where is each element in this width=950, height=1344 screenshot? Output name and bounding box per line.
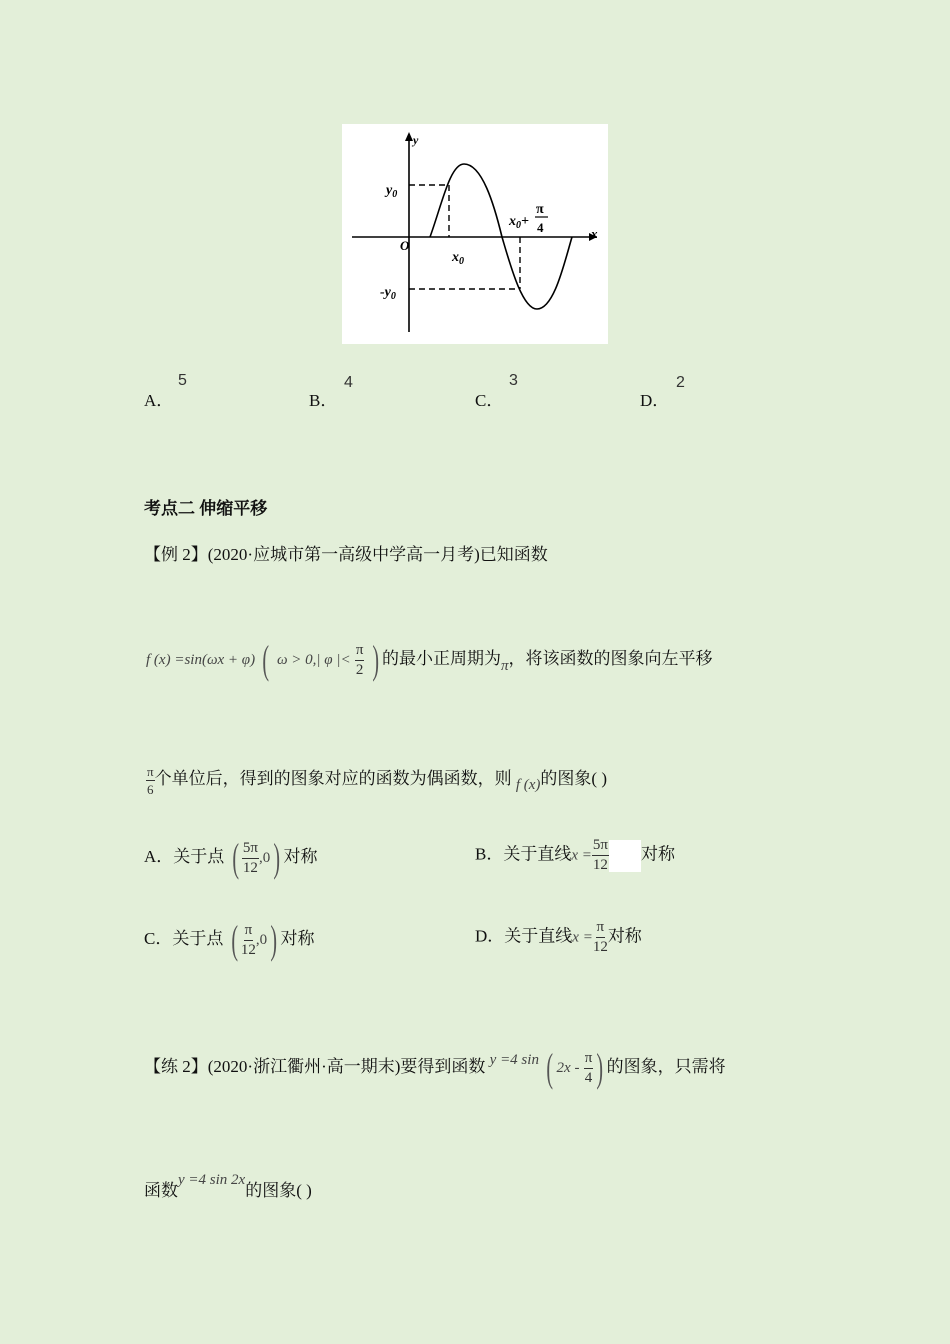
option-c[interactable] bbox=[475, 386, 503, 411]
p2-paren-right: ) bbox=[596, 1045, 604, 1090]
label-neg-y0: $-y_0$ bbox=[380, 285, 396, 302]
option-c-letter: C． bbox=[475, 391, 504, 410]
option-b-letter: B． bbox=[309, 391, 338, 410]
frac-pi-6: $\frac{\pi}{6}$ bbox=[147, 763, 154, 797]
option-a-value: 5 bbox=[178, 372, 187, 389]
option-b-value: 4 bbox=[344, 374, 353, 391]
example2-header bbox=[144, 540, 548, 565]
opt-c-tail: ,0 bbox=[255, 931, 268, 948]
formula-f: f (x) =sin(ωx + φ) bbox=[146, 651, 256, 668]
y-axis-arrow bbox=[405, 132, 413, 141]
label-origin: O bbox=[400, 238, 410, 253]
paren-left: ( bbox=[262, 637, 270, 682]
opt-a-paren-right: ) bbox=[273, 835, 281, 880]
practice2-line1 bbox=[144, 1045, 726, 1090]
formula-cond: ω > 0,| φ |< bbox=[276, 651, 351, 668]
label-y0: $y_0$ bbox=[386, 183, 398, 200]
practice2-formula: y =4 sin bbox=[489, 1051, 539, 1068]
label-x: x bbox=[591, 226, 598, 241]
example2-source: (2020·应城市第一高级中学高一月考)已知函数 bbox=[207, 545, 548, 564]
option-d[interactable] bbox=[640, 386, 669, 411]
option-d-value: 2 bbox=[676, 374, 685, 391]
text-period: 的最小正周期为 bbox=[381, 648, 501, 668]
text-shift: ，将该函数的图象向左平移 bbox=[508, 648, 713, 668]
frac-pi-2: $\frac{\pi}{2}$ bbox=[355, 641, 364, 678]
paren-right: ) bbox=[371, 637, 379, 682]
example2-option-c[interactable] bbox=[144, 917, 315, 962]
opt-b-prefix: B．关于直线 bbox=[475, 844, 572, 864]
opt-d-prefix: D．关于直线 bbox=[475, 926, 573, 946]
opt-c-paren-right: ) bbox=[270, 917, 278, 962]
opt-d-eq: x = bbox=[572, 929, 593, 946]
label-y: y bbox=[413, 133, 419, 147]
opt-d-suffix: 对称 bbox=[607, 926, 642, 946]
practice2-frac: $\frac{\pi}{4}$ bbox=[584, 1049, 593, 1086]
practice2-line2 bbox=[144, 1172, 312, 1201]
opt-c-prefix: C．关于点 bbox=[144, 928, 224, 948]
p2-paren-left: ( bbox=[546, 1045, 554, 1090]
opt-c-paren-left: ( bbox=[230, 917, 238, 962]
opt-c-suffix: 对称 bbox=[280, 928, 315, 948]
label-x0-plus: $x_0+$ bbox=[509, 214, 529, 231]
example2-option-a[interactable] bbox=[144, 835, 318, 880]
sine-graph-svg bbox=[342, 124, 608, 344]
practice2-source: (2020·浙江衢州·高一期末)要得到函数 bbox=[207, 1056, 486, 1076]
sine-graph-figure bbox=[342, 124, 608, 344]
blank-box bbox=[609, 840, 641, 872]
label-four: 4 bbox=[537, 220, 544, 235]
opt-a-prefix: A．关于点 bbox=[144, 846, 225, 866]
practice2-after: 的图象，只需将 bbox=[606, 1056, 726, 1076]
opt-b-suffix: 对称 bbox=[640, 844, 675, 864]
opt-a-frac: $\frac{5\pi}{12}$ bbox=[242, 839, 258, 876]
opt-a-tail: ,0 bbox=[258, 849, 271, 866]
example2-tag: 【例 2】 bbox=[144, 545, 208, 564]
opt-b-eq: x = bbox=[571, 847, 592, 864]
option-a[interactable] bbox=[144, 386, 173, 411]
fx-symbol: f (x) bbox=[515, 777, 541, 793]
option-d-letter: D． bbox=[640, 391, 670, 410]
practice2-formula2: y =4 sin 2x bbox=[178, 1172, 246, 1188]
option-a-letter: A． bbox=[144, 391, 174, 410]
period-value: π bbox=[500, 657, 509, 674]
opt-d-frac: $\frac{\pi}{12}$ bbox=[592, 919, 608, 955]
example2-option-b[interactable] bbox=[475, 838, 675, 873]
example2-option-d[interactable] bbox=[475, 920, 642, 955]
option-b[interactable] bbox=[309, 386, 337, 411]
example2-line2 bbox=[146, 764, 607, 796]
practice2-line2-end: 的图象( ) bbox=[245, 1181, 312, 1200]
opt-a-paren-left: ( bbox=[231, 835, 239, 880]
practice2-line2-prefix: 函数 bbox=[144, 1181, 178, 1200]
line2-end: 的图象( ) bbox=[540, 769, 607, 788]
section-title: 考点二 伸缩平移 bbox=[144, 499, 268, 518]
practice2-tag: 【练 2】 bbox=[144, 1056, 208, 1076]
label-x0: $x_0$ bbox=[452, 250, 464, 267]
opt-b-frac: $\frac{5\pi}{12}$ bbox=[592, 837, 608, 873]
label-pi: π bbox=[536, 202, 544, 217]
opt-c-frac: $\frac{\pi}{12}$ bbox=[240, 921, 256, 958]
opt-a-suffix: 对称 bbox=[283, 846, 318, 866]
example2-formula-line bbox=[146, 637, 713, 682]
practice2-inner: 2x - bbox=[556, 1059, 580, 1076]
option-c-value: 3 bbox=[509, 372, 518, 389]
line2-text: 个单位后，得到的图象对应的函数为偶函数，则 bbox=[154, 769, 512, 788]
